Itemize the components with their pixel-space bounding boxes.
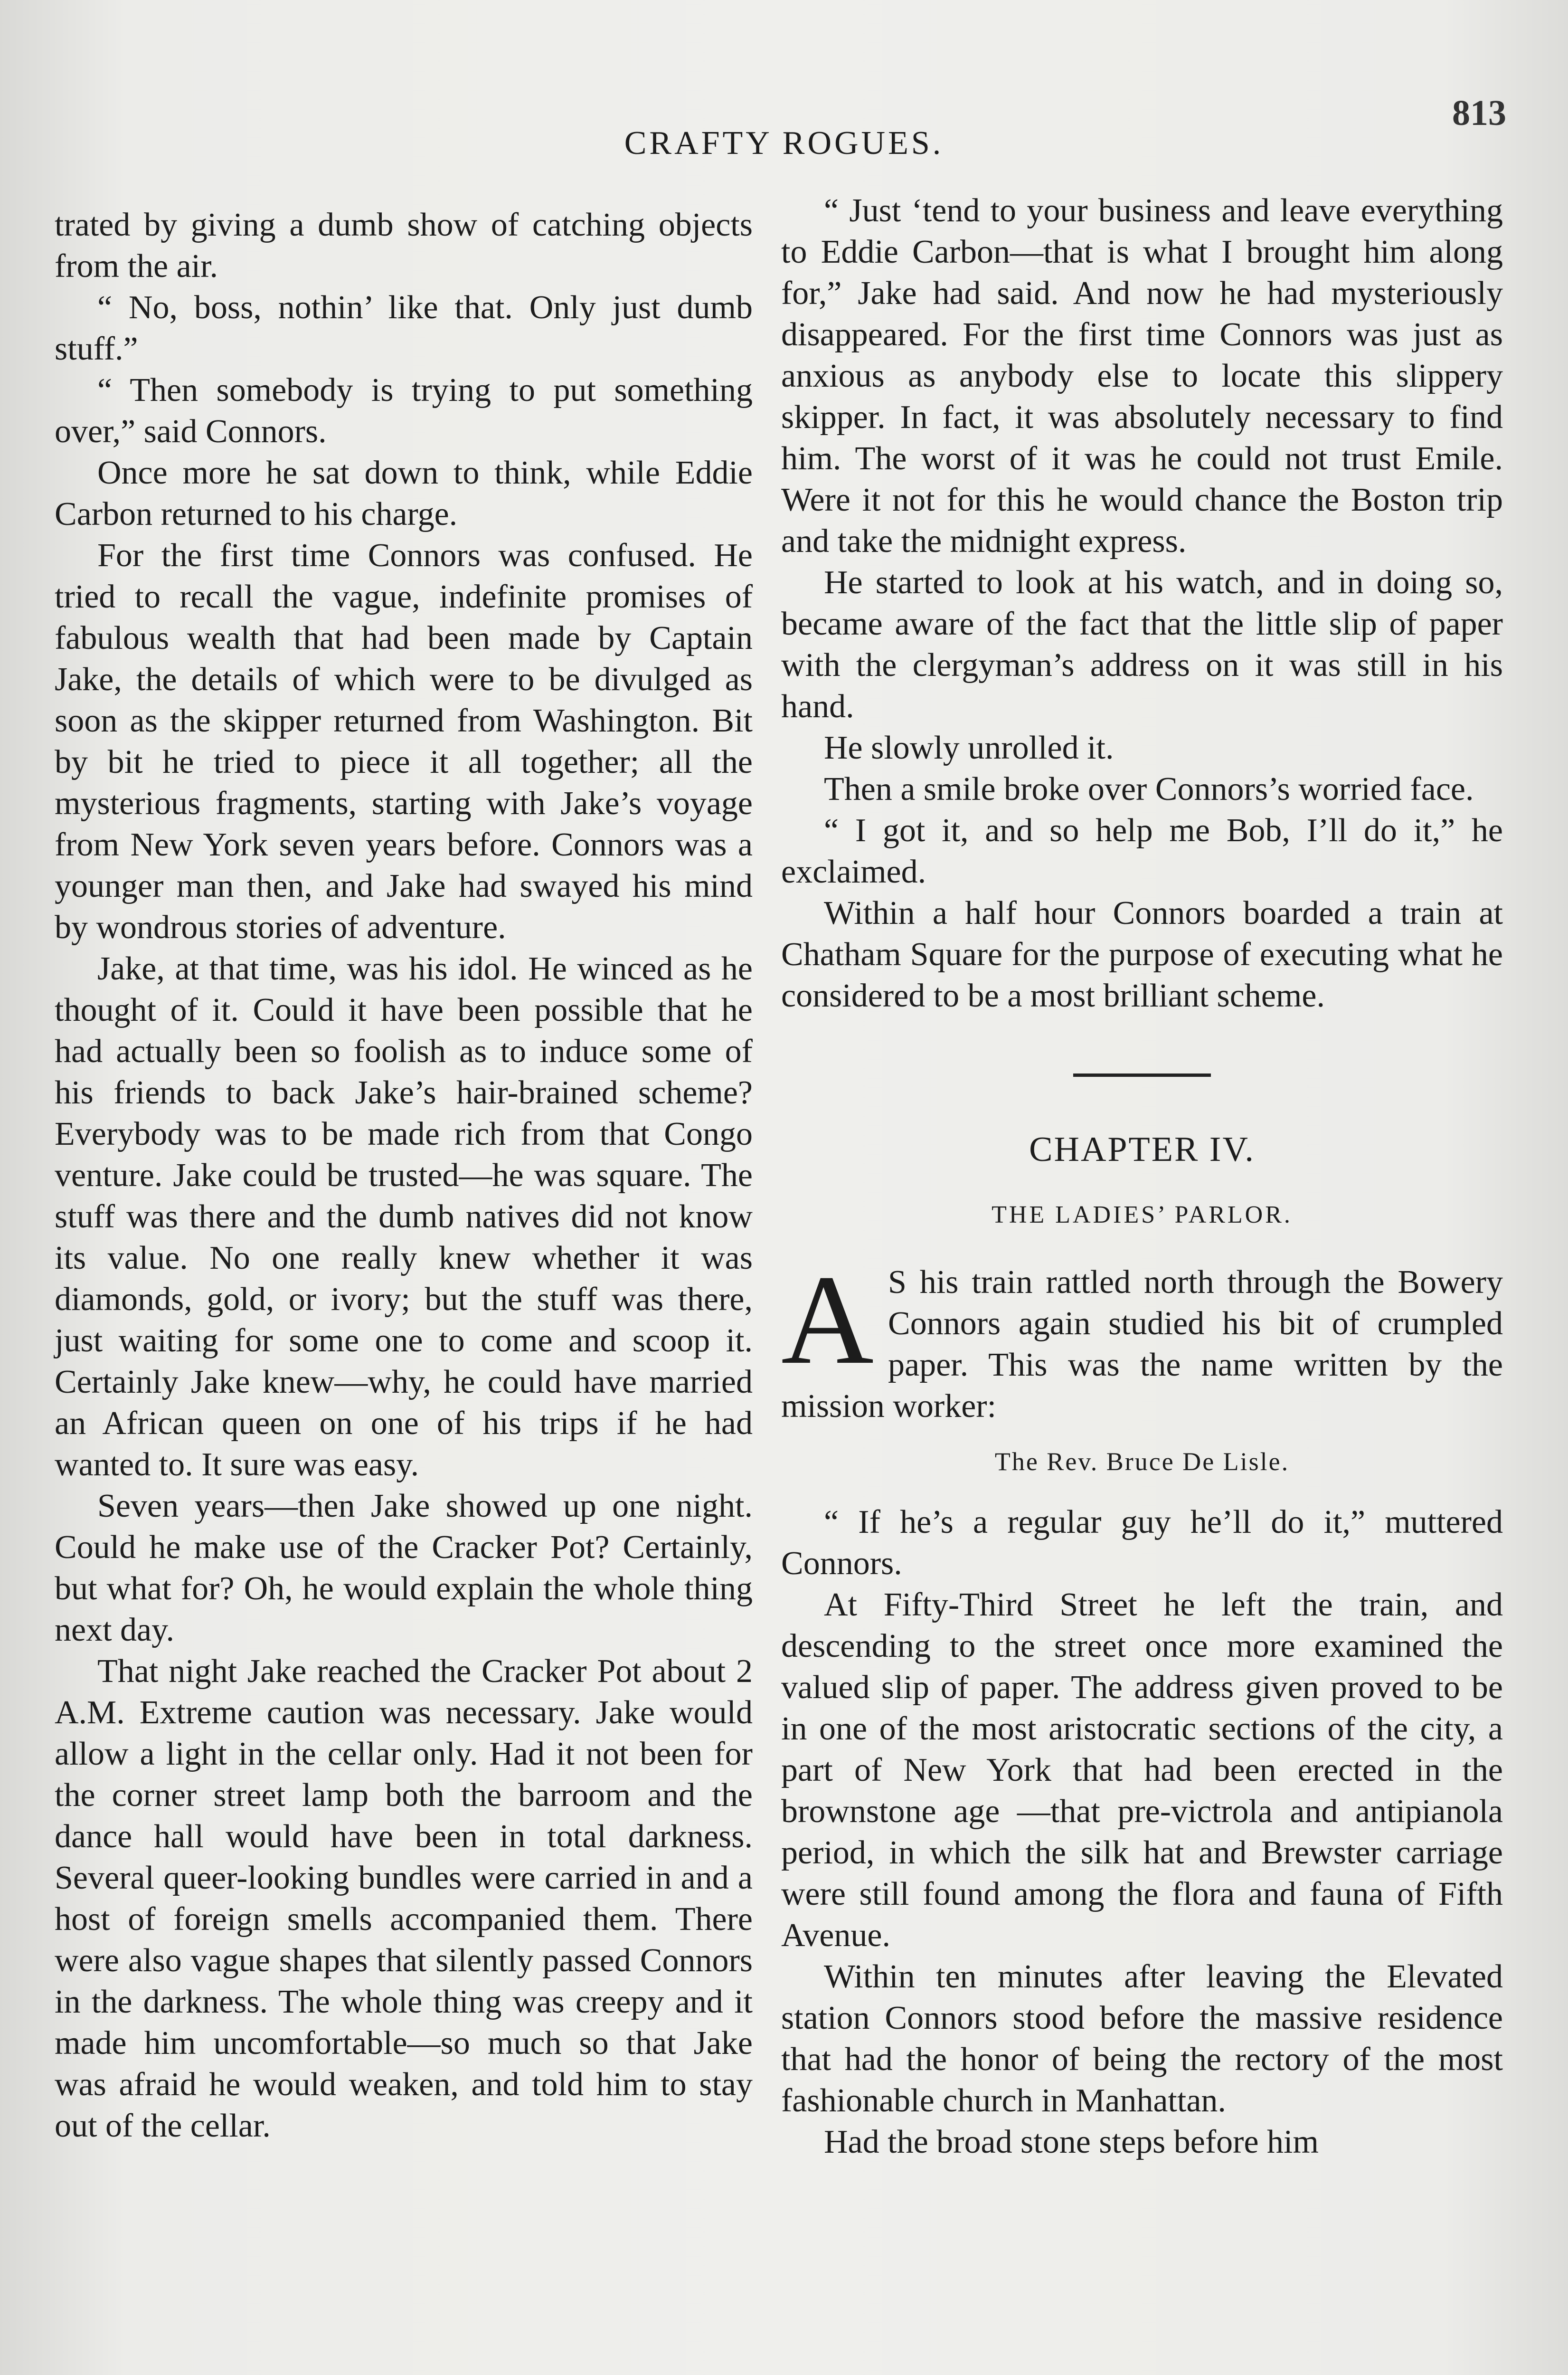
paragraph: “ I got it, and so help me Bob, I’ll do it,” he exclaimed.: [781, 812, 1503, 890]
paragraph: Once more he sat down to think, while Eddie Carbon returned to his charge.: [55, 455, 753, 532]
paragraph: He started to look at his watch, and in doing so, became aware of the fact that the little slip of paper with the clergyman’s address on it was still in his hand.: [781, 564, 1503, 725]
paragraph: He slowly unrolled it.: [824, 730, 1114, 766]
left-column: [55, 204, 753, 2147]
page-number: 813: [1452, 93, 1506, 133]
paragraph: At Fifty-Third Street he left the train, and descending to the street once more examined the valued slip of paper. The address given proved to be in one of the most aristocratic sections of the city, a part of New York that had been erected in the brownstone age —that pre-victrola and antipianola period, in which the silk hat and Brewster carriage were still found among the flora and fauna of Fifth Avenue.: [781, 1586, 1503, 1954]
drop-cap: A: [781, 1249, 874, 1391]
paragraph: “ No, boss, nothin’ like that. Only just dumb stuff.”: [55, 289, 753, 367]
paragraph: “ Then somebody is trying to put something over,” said Connors.: [55, 372, 753, 450]
paragraph: Within a half hour Connors boarded a train at Chatham Square for the purpose of executing what he considered to be a most brilliant scheme.: [781, 895, 1503, 1014]
section-divider: [1073, 1074, 1211, 1077]
chapter-heading: CHAPTER IV.: [1029, 1130, 1255, 1169]
paragraph: trated by giving a dumb show of catching objects from the air.: [55, 207, 753, 285]
paragraph: Had the broad stone steps before him: [824, 2124, 1319, 2160]
chapter-opening-paragraph: [781, 1249, 1503, 1427]
opening-text: S his train rattled north through the Bowery Connors again studied his bit of crumpled paper. This was the name written by the mission worker:: [781, 1264, 1503, 1425]
running-header: CRAFTY ROGUES.: [624, 125, 944, 162]
paragraph: Then a smile broke over Connors’s worried face.: [824, 771, 1474, 808]
right-column: [781, 190, 1503, 2163]
paragraph: “ If he’s a regular guy he’ll do it,” muttered Connors.: [781, 1504, 1503, 1582]
paragraph: For the first time Connors was confused. He tried to recall the vague, indefinite promises of fabulous wealth that had been made by Captain Jake, the details of which were to be divulged as soon as the skipper returned from Washington. Bit by bit he tried to piece it all together; all the mysterious fragments, starting with Jake’s voyage from New York seven years before. Connors was a younger man then, and Jake had swayed his mind by wondrous stories of adventure.: [55, 537, 753, 946]
paragraph: “ Just ‘tend to your business and leave everything to Eddie Carbon—that is what I brought him along for,” Jake had said. And now he had mysteriously disappeared. For the first time Connors was just as anxious as anybody else to locate this slippery skipper. In fact, it was absolutely necessary to find him. The worst of it was he could not trust Emile. Were it not for this he would chance the Boston trip and take the midnight express.: [781, 192, 1503, 560]
clergyman-name: The Rev. Bruce De Lisle.: [994, 1447, 1290, 1476]
paragraph: Jake, at that time, was his idol. He winced as he thought of it. Could it have been possible that he had actually been so foolish as to induce some of his friends to back Jake’s hair-brained scheme? Everybody was to be made rich from that Congo venture. Jake could be trusted—he was square. The stuff was there and the dumb natives did not know its value. No one really knew whether it was diamonds, gold, or ivory; but the stuff was there, just waiting for some one to come and scoop it. Certainly Jake knew—why, he could have married an African queen on one of his trips if he had wanted to. It sure was easy.: [55, 950, 753, 1483]
paragraph: That night Jake reached the Cracker Pot about 2 A.M. Extreme caution was necessary. Jake would allow a light in the cellar only. Had it not been for the corner street lamp both the barroom and the dance hall would have been in total darkness. Several queer-looking bundles were carried in and a host of foreign smells accompanied them. There were also vague shapes that silently passed Connors in the darkness. The whole thing was creepy and it made him uncomfortable—so much so that Jake was afraid he would weaken, and told him to stay out of the cellar.: [55, 1653, 753, 2144]
paragraph: Seven years—then Jake showed up one night. Could he make use of the Cracker Pot? Certainly, but what for? Oh, he would explain the whole thing next day.: [55, 1488, 753, 1648]
paragraph: Within ten minutes after leaving the Elevated station Connors stood before the massive residence that had the honor of being the rectory of the most fashionable church in Manhattan.: [781, 1958, 1503, 2119]
chapter-subtitle: THE LADIES’ PARLOR.: [992, 1201, 1293, 1228]
